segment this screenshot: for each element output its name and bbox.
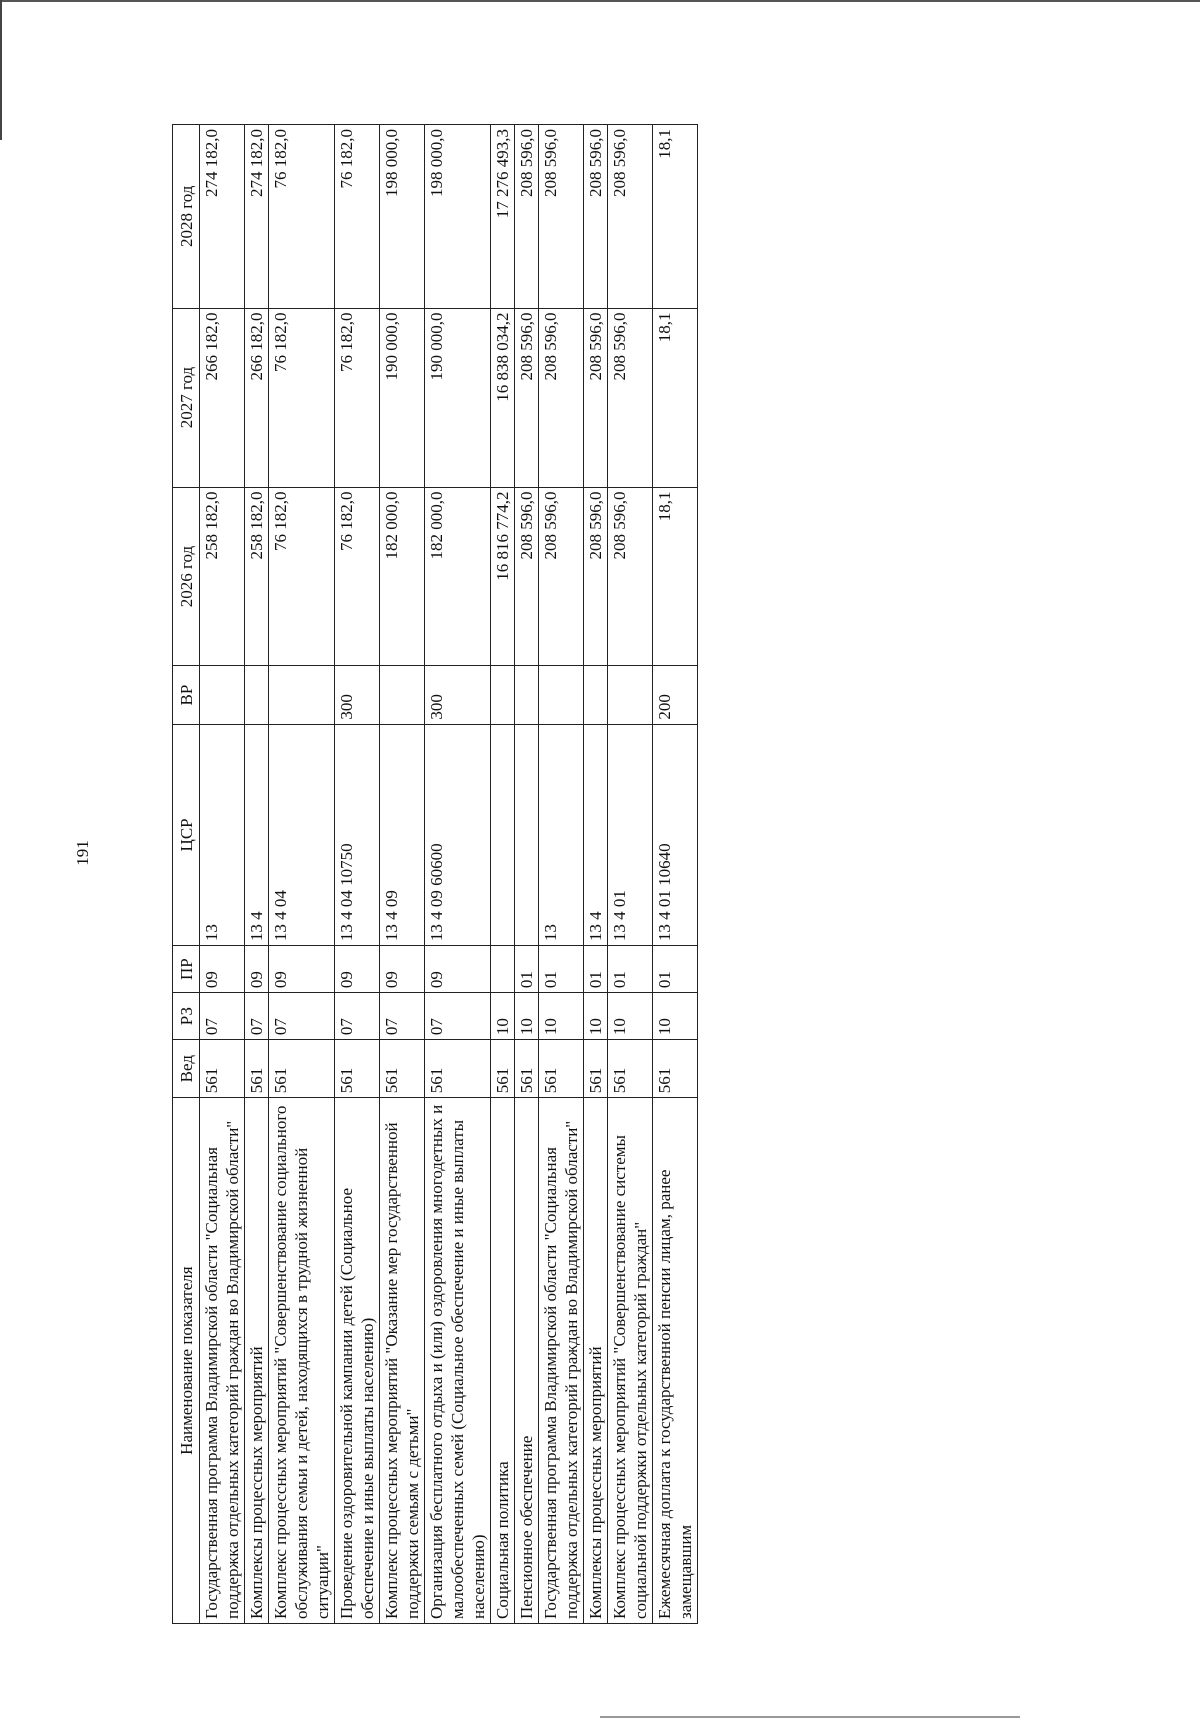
cell-2026: 16 816 774,2	[491, 487, 515, 666]
header-2026: 2026 год	[173, 487, 200, 666]
cell-2027: 266 182,0	[200, 308, 245, 487]
cell-2027: 16 838 034,2	[491, 308, 515, 487]
cell-ved: 561	[584, 1040, 608, 1098]
cell-name: Комплекс процессных мероприятий "Совершенствование социального обслуживания семьи и детей, находящихся в трудной жизненной ситуации"	[269, 1098, 335, 1624]
header-ved: Вед	[173, 1040, 200, 1098]
budget-table	[172, 124, 698, 1624]
cell-vr	[200, 666, 245, 724]
cell-2026: 76 182,0	[335, 487, 380, 666]
cell-ved: 561	[245, 1040, 269, 1098]
cell-2028: 208 596,0	[584, 125, 608, 309]
cell-csr: 13 4 09	[380, 724, 425, 945]
cell-ved: 561	[608, 1040, 653, 1098]
cell-2027: 76 182,0	[269, 308, 335, 487]
cell-pr	[491, 946, 515, 993]
cell-csr: 13 4 01 10640	[653, 724, 698, 945]
cell-2028: 274 182,0	[200, 125, 245, 309]
cell-name: Комплекс процессных мероприятий "Оказание мер государственной поддержки семьям с детьми"	[380, 1098, 425, 1624]
cell-vr	[269, 666, 335, 724]
cell-vr	[584, 666, 608, 724]
cell-name: Ежемесячная доплата к государственной пенсии лицам, ранее замещавшим	[653, 1098, 698, 1624]
cell-vr	[608, 666, 653, 724]
cell-2028: 17 276 493,3	[491, 125, 515, 309]
cell-2027: 76 182,0	[335, 308, 380, 487]
cell-2026: 258 182,0	[245, 487, 269, 666]
cell-vr: 300	[335, 666, 380, 724]
cell-name: Государственная программа Владимирской области "Социальная поддержка отдельных категорий граждан во Владимирской области"	[200, 1098, 245, 1624]
cell-rz: 10	[653, 993, 698, 1040]
cell-2028: 76 182,0	[335, 125, 380, 309]
cell-2027: 208 596,0	[608, 308, 653, 487]
cell-2028: 208 596,0	[608, 125, 653, 309]
cell-2026: 208 596,0	[608, 487, 653, 666]
cell-rz: 07	[380, 993, 425, 1040]
cell-rz: 07	[245, 993, 269, 1040]
cell-2026: 208 596,0	[515, 487, 539, 666]
cell-csr	[491, 724, 515, 945]
table-row	[425, 125, 491, 1624]
table-row	[491, 125, 515, 1624]
cell-ved: 561	[653, 1040, 698, 1098]
table-row	[269, 125, 335, 1624]
cell-2026: 182 000,0	[380, 487, 425, 666]
cell-2026: 208 596,0	[539, 487, 584, 666]
table-row	[539, 125, 584, 1624]
cell-rz: 10	[539, 993, 584, 1040]
cell-name: Комплексы процессных мероприятий	[584, 1098, 608, 1624]
cell-vr	[539, 666, 584, 724]
cell-rz: 10	[491, 993, 515, 1040]
scan-edge-left	[0, 0, 2, 140]
cell-ved: 561	[269, 1040, 335, 1098]
cell-ved: 561	[335, 1040, 380, 1098]
header-csr: ЦСР	[173, 724, 200, 945]
cell-csr	[515, 724, 539, 945]
cell-csr: 13 4 04 10750	[335, 724, 380, 945]
cell-pr: 09	[425, 946, 491, 993]
cell-2027: 208 596,0	[515, 308, 539, 487]
cell-name: Организация бесплатного отдыха и (или) оздоровления многодетных и малообеспеченных семей (Социальное обеспечение и иные выплаты населению)	[425, 1098, 491, 1624]
cell-pr: 01	[584, 946, 608, 993]
cell-2027: 190 000,0	[425, 308, 491, 487]
cell-2027: 266 182,0	[245, 308, 269, 487]
cell-pr: 09	[200, 946, 245, 993]
cell-rz: 07	[425, 993, 491, 1040]
cell-vr	[515, 666, 539, 724]
cell-csr: 13 4 04	[269, 724, 335, 945]
table-row	[335, 125, 380, 1624]
cell-ved: 561	[515, 1040, 539, 1098]
header-2027: 2027 год	[173, 308, 200, 487]
cell-rz: 07	[335, 993, 380, 1040]
table-header-row	[173, 125, 200, 1624]
rotated-table-container	[172, 124, 1102, 1624]
cell-2026: 18,1	[653, 487, 698, 666]
cell-rz: 07	[200, 993, 245, 1040]
cell-pr: 01	[653, 946, 698, 993]
table-row	[515, 125, 539, 1624]
cell-csr: 13 4	[584, 724, 608, 945]
cell-ved: 561	[200, 1040, 245, 1098]
cell-2028: 198 000,0	[425, 125, 491, 309]
table-row	[200, 125, 245, 1624]
cell-name: Комплекс процессных мероприятий "Совершенствование системы социальной поддержки отдельных категорий граждан"	[608, 1098, 653, 1624]
table-row	[653, 125, 698, 1624]
cell-pr: 01	[539, 946, 584, 993]
cell-name: Государственная программа Владимирской области "Социальная поддержка отдельных категорий граждан во Владимирской области"	[539, 1098, 584, 1624]
cell-pr: 01	[608, 946, 653, 993]
table-row	[380, 125, 425, 1624]
page-number: 191	[73, 840, 92, 866]
cell-vr	[380, 666, 425, 724]
cell-2027: 208 596,0	[584, 308, 608, 487]
cell-2026: 208 596,0	[584, 487, 608, 666]
cell-pr: 09	[269, 946, 335, 993]
scan-edge-top	[0, 0, 1200, 2]
cell-pr: 09	[335, 946, 380, 993]
cell-2028: 198 000,0	[380, 125, 425, 309]
cell-2027: 18,1	[653, 308, 698, 487]
cell-2028: 208 596,0	[539, 125, 584, 309]
table-body	[200, 125, 698, 1624]
cell-csr: 13	[539, 724, 584, 945]
cell-2027: 208 596,0	[539, 308, 584, 487]
header-2028: 2028 год	[173, 125, 200, 309]
cell-2028: 18,1	[653, 125, 698, 309]
cell-rz: 07	[269, 993, 335, 1040]
cell-rz: 10	[584, 993, 608, 1040]
cell-csr: 13 4	[245, 724, 269, 945]
cell-ved: 561	[425, 1040, 491, 1098]
cell-2026: 182 000,0	[425, 487, 491, 666]
cell-2026: 258 182,0	[200, 487, 245, 666]
cell-csr: 13 4 01	[608, 724, 653, 945]
cell-csr: 13 4 09 60600	[425, 724, 491, 945]
table-row	[608, 125, 653, 1624]
header-name: Наименование показателя	[173, 1098, 200, 1624]
cell-2028: 274 182,0	[245, 125, 269, 309]
cell-vr: 300	[425, 666, 491, 724]
cell-name: Проведение оздоровительной кампании детей (Социальное обеспечение и иные выплаты населению)	[335, 1098, 380, 1624]
header-rz: РЗ	[173, 993, 200, 1040]
header-vr: ВР	[173, 666, 200, 724]
cell-pr: 09	[380, 946, 425, 993]
cell-name: Пенсионное обеспечение	[515, 1098, 539, 1624]
cell-vr	[245, 666, 269, 724]
cell-pr: 09	[245, 946, 269, 993]
cell-rz: 10	[608, 993, 653, 1040]
cell-pr: 01	[515, 946, 539, 993]
cell-vr	[491, 666, 515, 724]
cell-2028: 76 182,0	[269, 125, 335, 309]
cell-2028: 208 596,0	[515, 125, 539, 309]
cell-2027: 190 000,0	[380, 308, 425, 487]
cell-ved: 561	[380, 1040, 425, 1098]
cell-2026: 76 182,0	[269, 487, 335, 666]
cell-csr: 13	[200, 724, 245, 945]
header-pr: ПР	[173, 946, 200, 993]
cell-name: Социальная политика	[491, 1098, 515, 1624]
cell-rz: 10	[515, 993, 539, 1040]
cell-vr: 200	[653, 666, 698, 724]
table-row	[584, 125, 608, 1624]
cell-name: Комплексы процессных мероприятий	[245, 1098, 269, 1624]
scan-edge-bottom	[600, 1716, 1020, 1718]
cell-ved: 561	[539, 1040, 584, 1098]
cell-ved: 561	[491, 1040, 515, 1098]
table-row	[245, 125, 269, 1624]
